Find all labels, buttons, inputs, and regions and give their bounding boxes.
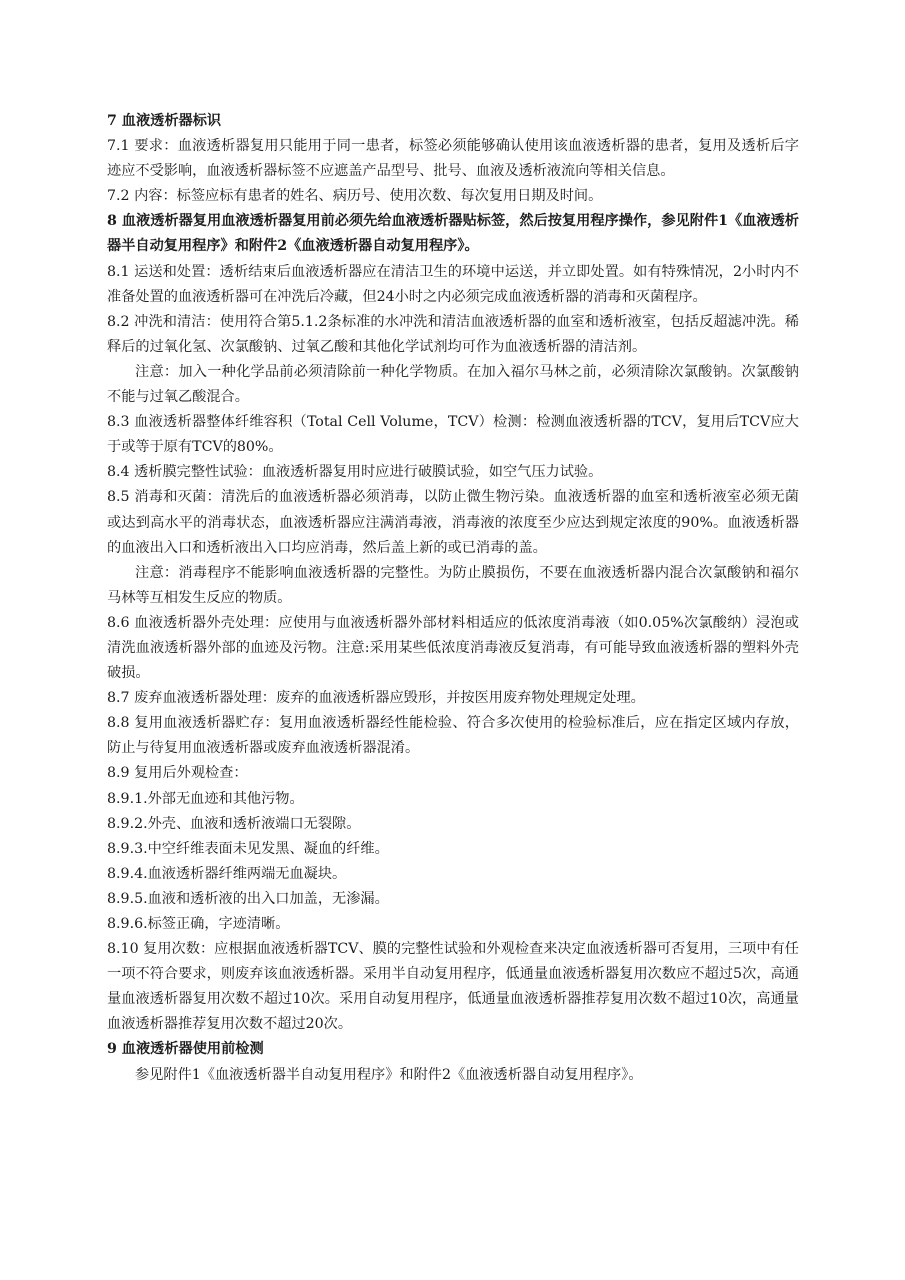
paragraph-7-1: 7.1 要求：血液透析器复用只能用于同一患者，标签必须能够确认使用该血液透析器的患者，复用及透析后字迹应不受影响，血液透析器标签不应遮盖产品型号、批号、血液及透析液流向等相关信息。 [107,138,799,180]
list-item-8-9-5: 8.9.5.血液和透析液的出入口加盖，无渗漏。 [107,890,389,907]
note-8-2: 注意：加入一种化学品前必须清除前一种化学物质。在加入福尔马林之前，必须清除次氯酸钠。次氯酸钠不能与过氧乙酸混合。 [107,363,799,406]
list-item-8-9-3: 8.9.3.中空纤维表面未见发黑、凝血的纤维。 [107,840,389,857]
paragraph-8-1: 8.1 运送和处置：透析结束后血液透析器应在清洁卫生的环境中运送，并立即处置。如有特殊情况，2小时内不准备处置的血液透析器可在冲洗后冷藏，但24小时之内必须完成血液透析器的消毒和灭菌程序。 [107,263,799,305]
section-heading-7: 7 血液透析器标识 [107,113,222,129]
paragraph-8-3: 8.3 血液透析器整体纤维容积（Total Cell Volume，TCV）检测：检测血液透析器的TCV，复用后TCV应大于或等于原有TCV的80%。 [107,414,799,456]
paragraph-8-4: 8.4 透析膜完整性试验：血液透析器复用时应进行破膜试验，如空气压力试验。 [107,464,603,481]
list-item-8-9-4: 8.9.4.血液透析器纤维两端无血凝块。 [107,865,347,882]
list-item-8-9-2: 8.9.2.外壳、血液和透析液端口无裂隙。 [107,815,361,832]
list-item-8-9-6: 8.9.6.标签正确，字迹清晰。 [107,916,290,932]
section-heading-9: 9 血液透析器使用前检测 [107,1041,264,1058]
paragraph-9-ref: 参见附件1《血液透析器半自动复用程序》和附件2《血液透析器自动复用程序》。 [135,1066,643,1083]
paragraph-8-9: 8.9 复用后外观检查： [107,765,248,782]
section-heading-8: 8 血液透析器复用血液透析器复用前必须先给血液透析器贴标签，然后按复用程序操作，参见附件1《血液透析器半自动复用程序》和附件2《血液透析器自动复用程序》。 [107,213,799,255]
note-8-5: 注意：消毒程序不能影响血液透析器的完整性。为防止膜损伤，不要在血液透析器内混合次氯酸钠和福尔马林等互相发生反应的物质。 [107,564,799,606]
paragraph-7-2: 7.2 内容：标签应标有患者的姓名、病历号、使用次数、每次复用日期及时间。 [107,188,603,205]
paragraph-8-6: 8.6 血液透析器外壳处理：应使用与血液透析器外部材料相适应的低浓度消毒液（如0.05%次氯酸纳）浸泡或清洗血液透析器外部的血迹及污物。注意:采用某些低浓度消毒液反复消毒，有可能导致血液透析器的塑料外壳破损。 [107,614,799,682]
paragraph-8-2: 8.2 冲洗和清洁：使用符合第5.1.2条标准的水冲洗和清洁血液透析器的血室和透析液室，包括反超滤冲洗。稀释后的过氧化氢、次氯酸钠、过氧乙酸和其他化学试剂均可作为血液透析器的清洁剂。 [107,313,799,355]
paragraph-8-8: 8.8 复用血液透析器贮存：复用血液透析器经性能检验、符合多次使用的检验标准后，应在指定区域内存放，防止与待复用血液透析器或废弃血液透析器混淆。 [107,715,799,757]
paragraph-8-7: 8.7 废弃血液透析器处理：废弃的血液透析器应毁形，并按医用废弃物处理规定处理。 [107,690,645,707]
paragraph-8-5: 8.5 消毒和灭菌：清洗后的血液透析器必须消毒，以防止微生物污染。血液透析器的血室和透析液室必须无菌或达到高水平的消毒状态，血液透析器应注满消毒液，消毒液的浓度至少应达到规定浓度的90%。血液透析器的血液出入口和透析液出入口均应消毒，然后盖上新的或已消毒的盖。 [107,489,799,556]
document-page [107,109,799,1088]
paragraph-8-10: 8.10 复用次数：应根据血液透析器TCV、膜的完整性试验和外观检查来决定血液透析器可否复用，三项中有任一项不符合要求，则废弃该血液透析器。采用半自动复用程序，低通量血液透析器复用次数应不超过5次，高通量血液透析器复用次数不超过10次。采用自动复用程序，低通量血液透析器推荐复用次数不超过10次，高通量血液透析器推荐复用次数不超过20次。 [107,941,799,1033]
list-item-8-9-1: 8.9.1.外部无血迹和其他污物。 [107,790,304,807]
